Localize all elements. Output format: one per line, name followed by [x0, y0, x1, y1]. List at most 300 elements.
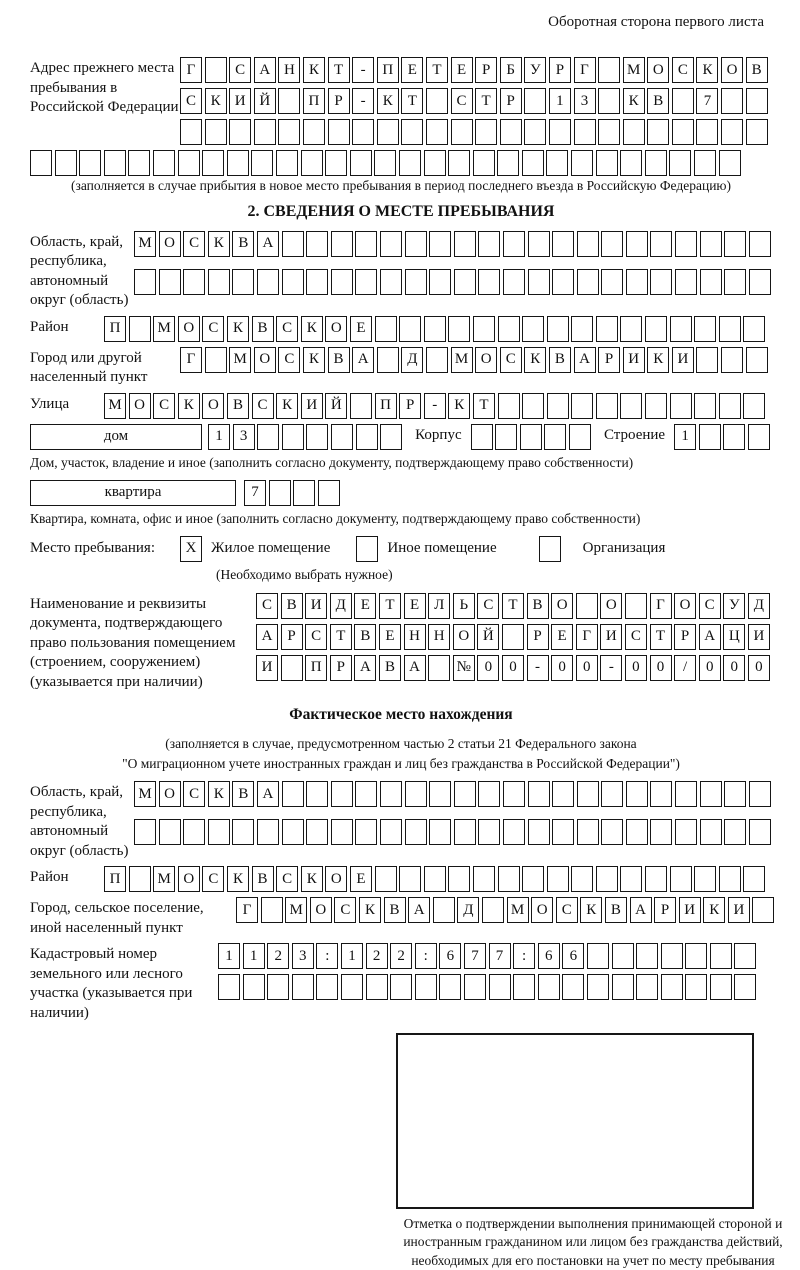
- char-box[interactable]: Г: [650, 593, 672, 619]
- char-box[interactable]: [390, 974, 412, 1000]
- char-box[interactable]: [429, 819, 451, 845]
- char-box[interactable]: [746, 347, 768, 373]
- char-box[interactable]: О: [551, 593, 573, 619]
- char-box[interactable]: 0: [625, 655, 647, 681]
- char-box[interactable]: А: [254, 57, 276, 83]
- char-box[interactable]: И: [728, 897, 750, 923]
- char-box[interactable]: [278, 119, 300, 145]
- char-box[interactable]: [128, 150, 150, 176]
- char-box[interactable]: [547, 866, 569, 892]
- char-box[interactable]: Р: [527, 624, 549, 650]
- char-box[interactable]: М: [153, 316, 175, 342]
- char-box[interactable]: К: [301, 866, 323, 892]
- char-box[interactable]: Г: [180, 57, 202, 83]
- char-box[interactable]: И: [229, 88, 251, 114]
- char-box[interactable]: [405, 231, 427, 257]
- char-box[interactable]: К: [303, 57, 325, 83]
- char-box[interactable]: [134, 269, 156, 295]
- char-box[interactable]: М: [134, 231, 156, 257]
- char-box[interactable]: В: [232, 231, 254, 257]
- char-box[interactable]: [375, 866, 397, 892]
- char-box[interactable]: Д: [748, 593, 770, 619]
- char-box[interactable]: [374, 150, 396, 176]
- char-box[interactable]: С: [672, 57, 694, 83]
- char-box[interactable]: А: [257, 781, 279, 807]
- char-box[interactable]: В: [605, 897, 627, 923]
- char-box[interactable]: В: [354, 624, 376, 650]
- char-box[interactable]: 0: [576, 655, 598, 681]
- char-box[interactable]: [292, 974, 314, 1000]
- char-box[interactable]: [104, 150, 126, 176]
- char-box[interactable]: К: [359, 897, 381, 923]
- char-box[interactable]: [694, 393, 716, 419]
- char-box[interactable]: Л: [428, 593, 450, 619]
- char-box[interactable]: [399, 150, 421, 176]
- char-box[interactable]: [694, 866, 716, 892]
- char-box[interactable]: Р: [654, 897, 676, 923]
- char-box[interactable]: [380, 424, 402, 450]
- char-box[interactable]: [723, 424, 745, 450]
- char-box[interactable]: Д: [330, 593, 352, 619]
- char-box[interactable]: В: [549, 347, 571, 373]
- char-box[interactable]: И: [256, 655, 278, 681]
- char-box[interactable]: [574, 119, 596, 145]
- char-box[interactable]: [528, 231, 550, 257]
- char-box[interactable]: [670, 393, 692, 419]
- char-box[interactable]: Т: [473, 393, 495, 419]
- char-box[interactable]: [366, 974, 388, 1000]
- apartment-type-box[interactable]: квартира: [30, 480, 236, 506]
- char-box[interactable]: [380, 781, 402, 807]
- char-box[interactable]: [620, 316, 642, 342]
- char-box[interactable]: [282, 269, 304, 295]
- char-box[interactable]: [350, 150, 372, 176]
- char-box[interactable]: :: [316, 943, 338, 969]
- char-box[interactable]: Р: [500, 88, 522, 114]
- char-box[interactable]: 2: [390, 943, 412, 969]
- char-box[interactable]: [318, 480, 340, 506]
- char-box[interactable]: В: [281, 593, 303, 619]
- char-box[interactable]: 7: [464, 943, 486, 969]
- char-box[interactable]: [276, 150, 298, 176]
- char-box[interactable]: Г: [576, 624, 598, 650]
- char-box[interactable]: [661, 974, 683, 1000]
- char-box[interactable]: Г: [236, 897, 258, 923]
- char-box[interactable]: У: [723, 593, 745, 619]
- char-box[interactable]: 2: [267, 943, 289, 969]
- char-box[interactable]: [282, 781, 304, 807]
- char-box[interactable]: Е: [350, 316, 372, 342]
- char-box[interactable]: [650, 231, 672, 257]
- char-box[interactable]: [282, 819, 304, 845]
- char-box[interactable]: 7: [244, 480, 266, 506]
- char-box[interactable]: [696, 347, 718, 373]
- char-box[interactable]: [183, 819, 205, 845]
- char-box[interactable]: [232, 269, 254, 295]
- char-box[interactable]: [620, 393, 642, 419]
- char-box[interactable]: Т: [650, 624, 672, 650]
- char-box[interactable]: [675, 231, 697, 257]
- char-box[interactable]: [426, 119, 448, 145]
- char-box[interactable]: [577, 231, 599, 257]
- char-box[interactable]: Е: [404, 593, 426, 619]
- char-box[interactable]: [562, 974, 584, 1000]
- char-box[interactable]: [675, 819, 697, 845]
- char-box[interactable]: С: [334, 897, 356, 923]
- char-box[interactable]: [700, 781, 722, 807]
- char-box[interactable]: [433, 897, 455, 923]
- char-box[interactable]: К: [178, 393, 200, 419]
- char-box[interactable]: [596, 393, 618, 419]
- char-box[interactable]: 1: [208, 424, 230, 450]
- char-box[interactable]: А: [256, 624, 278, 650]
- char-box[interactable]: О: [159, 781, 181, 807]
- char-box[interactable]: [685, 974, 707, 1000]
- char-box[interactable]: К: [448, 393, 470, 419]
- char-box[interactable]: [571, 150, 593, 176]
- char-box[interactable]: [377, 119, 399, 145]
- char-box[interactable]: [257, 424, 279, 450]
- char-box[interactable]: [129, 316, 151, 342]
- char-box[interactable]: [399, 316, 421, 342]
- char-box[interactable]: [464, 974, 486, 1000]
- char-box[interactable]: К: [205, 88, 227, 114]
- char-box[interactable]: С: [153, 393, 175, 419]
- char-box[interactable]: [429, 781, 451, 807]
- char-box[interactable]: [293, 480, 315, 506]
- char-box[interactable]: [645, 393, 667, 419]
- char-box[interactable]: [623, 119, 645, 145]
- char-box[interactable]: [261, 897, 283, 923]
- char-box[interactable]: [700, 269, 722, 295]
- char-box[interactable]: [129, 866, 151, 892]
- char-box[interactable]: [503, 231, 525, 257]
- char-box[interactable]: С: [276, 316, 298, 342]
- char-box[interactable]: 1: [243, 943, 265, 969]
- char-box[interactable]: И: [305, 593, 327, 619]
- char-box[interactable]: [724, 269, 746, 295]
- char-box[interactable]: [79, 150, 101, 176]
- char-box[interactable]: [670, 316, 692, 342]
- char-box[interactable]: В: [379, 655, 401, 681]
- char-box[interactable]: И: [672, 347, 694, 373]
- char-box[interactable]: [522, 866, 544, 892]
- char-box[interactable]: К: [227, 316, 249, 342]
- char-box[interactable]: [675, 269, 697, 295]
- char-box[interactable]: 6: [439, 943, 461, 969]
- char-box[interactable]: А: [404, 655, 426, 681]
- char-box[interactable]: [269, 480, 291, 506]
- char-box[interactable]: [424, 316, 446, 342]
- char-box[interactable]: [306, 819, 328, 845]
- char-box[interactable]: В: [252, 866, 274, 892]
- char-box[interactable]: О: [129, 393, 151, 419]
- char-box[interactable]: М: [285, 897, 307, 923]
- char-box[interactable]: [647, 119, 669, 145]
- char-box[interactable]: [596, 150, 618, 176]
- char-box[interactable]: [522, 150, 544, 176]
- char-box[interactable]: [159, 819, 181, 845]
- char-box[interactable]: [316, 974, 338, 1000]
- char-box[interactable]: [500, 119, 522, 145]
- char-box[interactable]: М: [229, 347, 251, 373]
- char-box[interactable]: Н: [428, 624, 450, 650]
- char-box[interactable]: О: [531, 897, 553, 923]
- char-box[interactable]: А: [574, 347, 596, 373]
- char-box[interactable]: [571, 316, 593, 342]
- char-box[interactable]: [743, 393, 765, 419]
- char-box[interactable]: [355, 781, 377, 807]
- char-box[interactable]: М: [451, 347, 473, 373]
- char-box[interactable]: [670, 866, 692, 892]
- char-box[interactable]: К: [623, 88, 645, 114]
- char-box[interactable]: [596, 866, 618, 892]
- char-box[interactable]: [546, 150, 568, 176]
- char-box[interactable]: С: [202, 316, 224, 342]
- char-box[interactable]: Р: [330, 655, 352, 681]
- char-box[interactable]: [746, 119, 768, 145]
- char-box[interactable]: П: [104, 316, 126, 342]
- char-box[interactable]: В: [746, 57, 768, 83]
- char-box[interactable]: А: [408, 897, 430, 923]
- char-box[interactable]: [341, 974, 363, 1000]
- char-box[interactable]: [178, 150, 200, 176]
- char-box[interactable]: С: [256, 593, 278, 619]
- char-box[interactable]: [489, 974, 511, 1000]
- char-box[interactable]: [612, 943, 634, 969]
- char-box[interactable]: [752, 897, 774, 923]
- char-box[interactable]: [451, 119, 473, 145]
- char-box[interactable]: С: [202, 866, 224, 892]
- char-box[interactable]: А: [699, 624, 721, 650]
- char-box[interactable]: [153, 150, 175, 176]
- char-box[interactable]: [55, 150, 77, 176]
- char-box[interactable]: 1: [674, 424, 696, 450]
- char-box[interactable]: [399, 866, 421, 892]
- char-box[interactable]: [528, 819, 550, 845]
- char-box[interactable]: [208, 819, 230, 845]
- char-box[interactable]: [749, 231, 771, 257]
- char-box[interactable]: [547, 393, 569, 419]
- char-box[interactable]: [227, 150, 249, 176]
- char-box[interactable]: 0: [748, 655, 770, 681]
- char-box[interactable]: Ь: [453, 593, 475, 619]
- char-box[interactable]: К: [377, 88, 399, 114]
- char-box[interactable]: О: [325, 866, 347, 892]
- char-box[interactable]: [528, 781, 550, 807]
- char-box[interactable]: [650, 781, 672, 807]
- char-box[interactable]: [159, 269, 181, 295]
- char-box[interactable]: [601, 231, 623, 257]
- char-box[interactable]: [429, 231, 451, 257]
- char-box[interactable]: Г: [180, 347, 202, 373]
- char-box[interactable]: П: [305, 655, 327, 681]
- char-box[interactable]: [749, 781, 771, 807]
- char-box[interactable]: 7: [489, 943, 511, 969]
- char-box[interactable]: В: [328, 347, 350, 373]
- char-box[interactable]: [746, 88, 768, 114]
- char-box[interactable]: [426, 347, 448, 373]
- char-box[interactable]: [694, 316, 716, 342]
- char-box[interactable]: Н: [278, 57, 300, 83]
- char-box[interactable]: В: [232, 781, 254, 807]
- char-box[interactable]: [522, 393, 544, 419]
- char-box[interactable]: И: [679, 897, 701, 923]
- char-box[interactable]: [620, 866, 642, 892]
- char-box[interactable]: [331, 819, 353, 845]
- char-box[interactable]: [478, 231, 500, 257]
- char-box[interactable]: [478, 781, 500, 807]
- char-box[interactable]: [306, 424, 328, 450]
- char-box[interactable]: К: [303, 347, 325, 373]
- char-box[interactable]: 6: [538, 943, 560, 969]
- char-box[interactable]: [724, 781, 746, 807]
- char-box[interactable]: [429, 269, 451, 295]
- char-box[interactable]: О: [202, 393, 224, 419]
- char-box[interactable]: Е: [350, 866, 372, 892]
- char-box[interactable]: [721, 88, 743, 114]
- char-box[interactable]: [301, 150, 323, 176]
- checkbox-other-premises[interactable]: [356, 536, 378, 562]
- char-box[interactable]: [232, 819, 254, 845]
- char-box[interactable]: Р: [549, 57, 571, 83]
- char-box[interactable]: [696, 119, 718, 145]
- char-box[interactable]: /: [674, 655, 696, 681]
- char-box[interactable]: Й: [254, 88, 276, 114]
- char-box[interactable]: К: [301, 316, 323, 342]
- char-box[interactable]: [547, 316, 569, 342]
- char-box[interactable]: [626, 269, 648, 295]
- char-box[interactable]: [229, 119, 251, 145]
- char-box[interactable]: [569, 424, 591, 450]
- char-box[interactable]: С: [229, 57, 251, 83]
- char-box[interactable]: А: [630, 897, 652, 923]
- char-box[interactable]: [587, 974, 609, 1000]
- char-box[interactable]: Е: [451, 57, 473, 83]
- char-box[interactable]: [576, 593, 598, 619]
- char-box[interactable]: [405, 819, 427, 845]
- char-box[interactable]: Т: [328, 57, 350, 83]
- char-box[interactable]: [448, 316, 470, 342]
- char-box[interactable]: Е: [354, 593, 376, 619]
- char-box[interactable]: [306, 269, 328, 295]
- char-box[interactable]: [355, 819, 377, 845]
- char-box[interactable]: [473, 866, 495, 892]
- char-box[interactable]: [257, 819, 279, 845]
- char-box[interactable]: [475, 119, 497, 145]
- char-box[interactable]: О: [453, 624, 475, 650]
- char-box[interactable]: П: [303, 88, 325, 114]
- char-box[interactable]: [415, 974, 437, 1000]
- char-box[interactable]: [478, 819, 500, 845]
- char-box[interactable]: И: [600, 624, 622, 650]
- char-box[interactable]: [552, 269, 574, 295]
- char-box[interactable]: [645, 866, 667, 892]
- checkbox-residential[interactable]: X: [180, 536, 202, 562]
- char-box[interactable]: Т: [379, 593, 401, 619]
- char-box[interactable]: :: [415, 943, 437, 969]
- char-box[interactable]: К: [647, 347, 669, 373]
- char-box[interactable]: Р: [475, 57, 497, 83]
- char-box[interactable]: [331, 269, 353, 295]
- char-box[interactable]: 1: [549, 88, 571, 114]
- char-box[interactable]: [251, 150, 273, 176]
- char-box[interactable]: Т: [475, 88, 497, 114]
- char-box[interactable]: [355, 231, 377, 257]
- char-box[interactable]: О: [178, 866, 200, 892]
- char-box[interactable]: [254, 119, 276, 145]
- char-box[interactable]: С: [183, 231, 205, 257]
- char-box[interactable]: [424, 866, 446, 892]
- char-box[interactable]: [180, 119, 202, 145]
- char-box[interactable]: [650, 819, 672, 845]
- char-box[interactable]: [650, 269, 672, 295]
- char-box[interactable]: [675, 781, 697, 807]
- checkbox-organization[interactable]: [539, 536, 561, 562]
- char-box[interactable]: [724, 819, 746, 845]
- char-box[interactable]: [743, 316, 765, 342]
- char-box[interactable]: [380, 231, 402, 257]
- char-box[interactable]: [661, 943, 683, 969]
- char-box[interactable]: Р: [399, 393, 421, 419]
- char-box[interactable]: [448, 866, 470, 892]
- char-box[interactable]: [577, 819, 599, 845]
- char-box[interactable]: -: [600, 655, 622, 681]
- char-box[interactable]: [552, 231, 574, 257]
- char-box[interactable]: [428, 655, 450, 681]
- char-box[interactable]: Б: [500, 57, 522, 83]
- char-box[interactable]: [205, 119, 227, 145]
- char-box[interactable]: 1: [218, 943, 240, 969]
- char-box[interactable]: [669, 150, 691, 176]
- char-box[interactable]: [734, 974, 756, 1000]
- char-box[interactable]: М: [623, 57, 645, 83]
- char-box[interactable]: [626, 819, 648, 845]
- char-box[interactable]: [748, 424, 770, 450]
- char-box[interactable]: [520, 424, 542, 450]
- char-box[interactable]: У: [524, 57, 546, 83]
- char-box[interactable]: [478, 269, 500, 295]
- char-box[interactable]: О: [310, 897, 332, 923]
- char-box[interactable]: Р: [281, 624, 303, 650]
- char-box[interactable]: [601, 819, 623, 845]
- char-box[interactable]: [612, 974, 634, 1000]
- char-box[interactable]: С: [183, 781, 205, 807]
- char-box[interactable]: 3: [292, 943, 314, 969]
- char-box[interactable]: [205, 347, 227, 373]
- char-box[interactable]: С: [699, 593, 721, 619]
- char-box[interactable]: [183, 269, 205, 295]
- char-box[interactable]: И: [748, 624, 770, 650]
- char-box[interactable]: С: [451, 88, 473, 114]
- char-box[interactable]: [350, 393, 372, 419]
- char-box[interactable]: О: [475, 347, 497, 373]
- char-box[interactable]: К: [227, 866, 249, 892]
- char-box[interactable]: [620, 150, 642, 176]
- char-box[interactable]: Ц: [723, 624, 745, 650]
- char-box[interactable]: [552, 819, 574, 845]
- char-box[interactable]: [685, 943, 707, 969]
- char-box[interactable]: [278, 88, 300, 114]
- char-box[interactable]: С: [278, 347, 300, 373]
- char-box[interactable]: [749, 819, 771, 845]
- char-box[interactable]: [482, 897, 504, 923]
- char-box[interactable]: [243, 974, 265, 1000]
- char-box[interactable]: [205, 57, 227, 83]
- char-box[interactable]: [544, 424, 566, 450]
- char-box[interactable]: [282, 231, 304, 257]
- char-box[interactable]: К: [208, 231, 230, 257]
